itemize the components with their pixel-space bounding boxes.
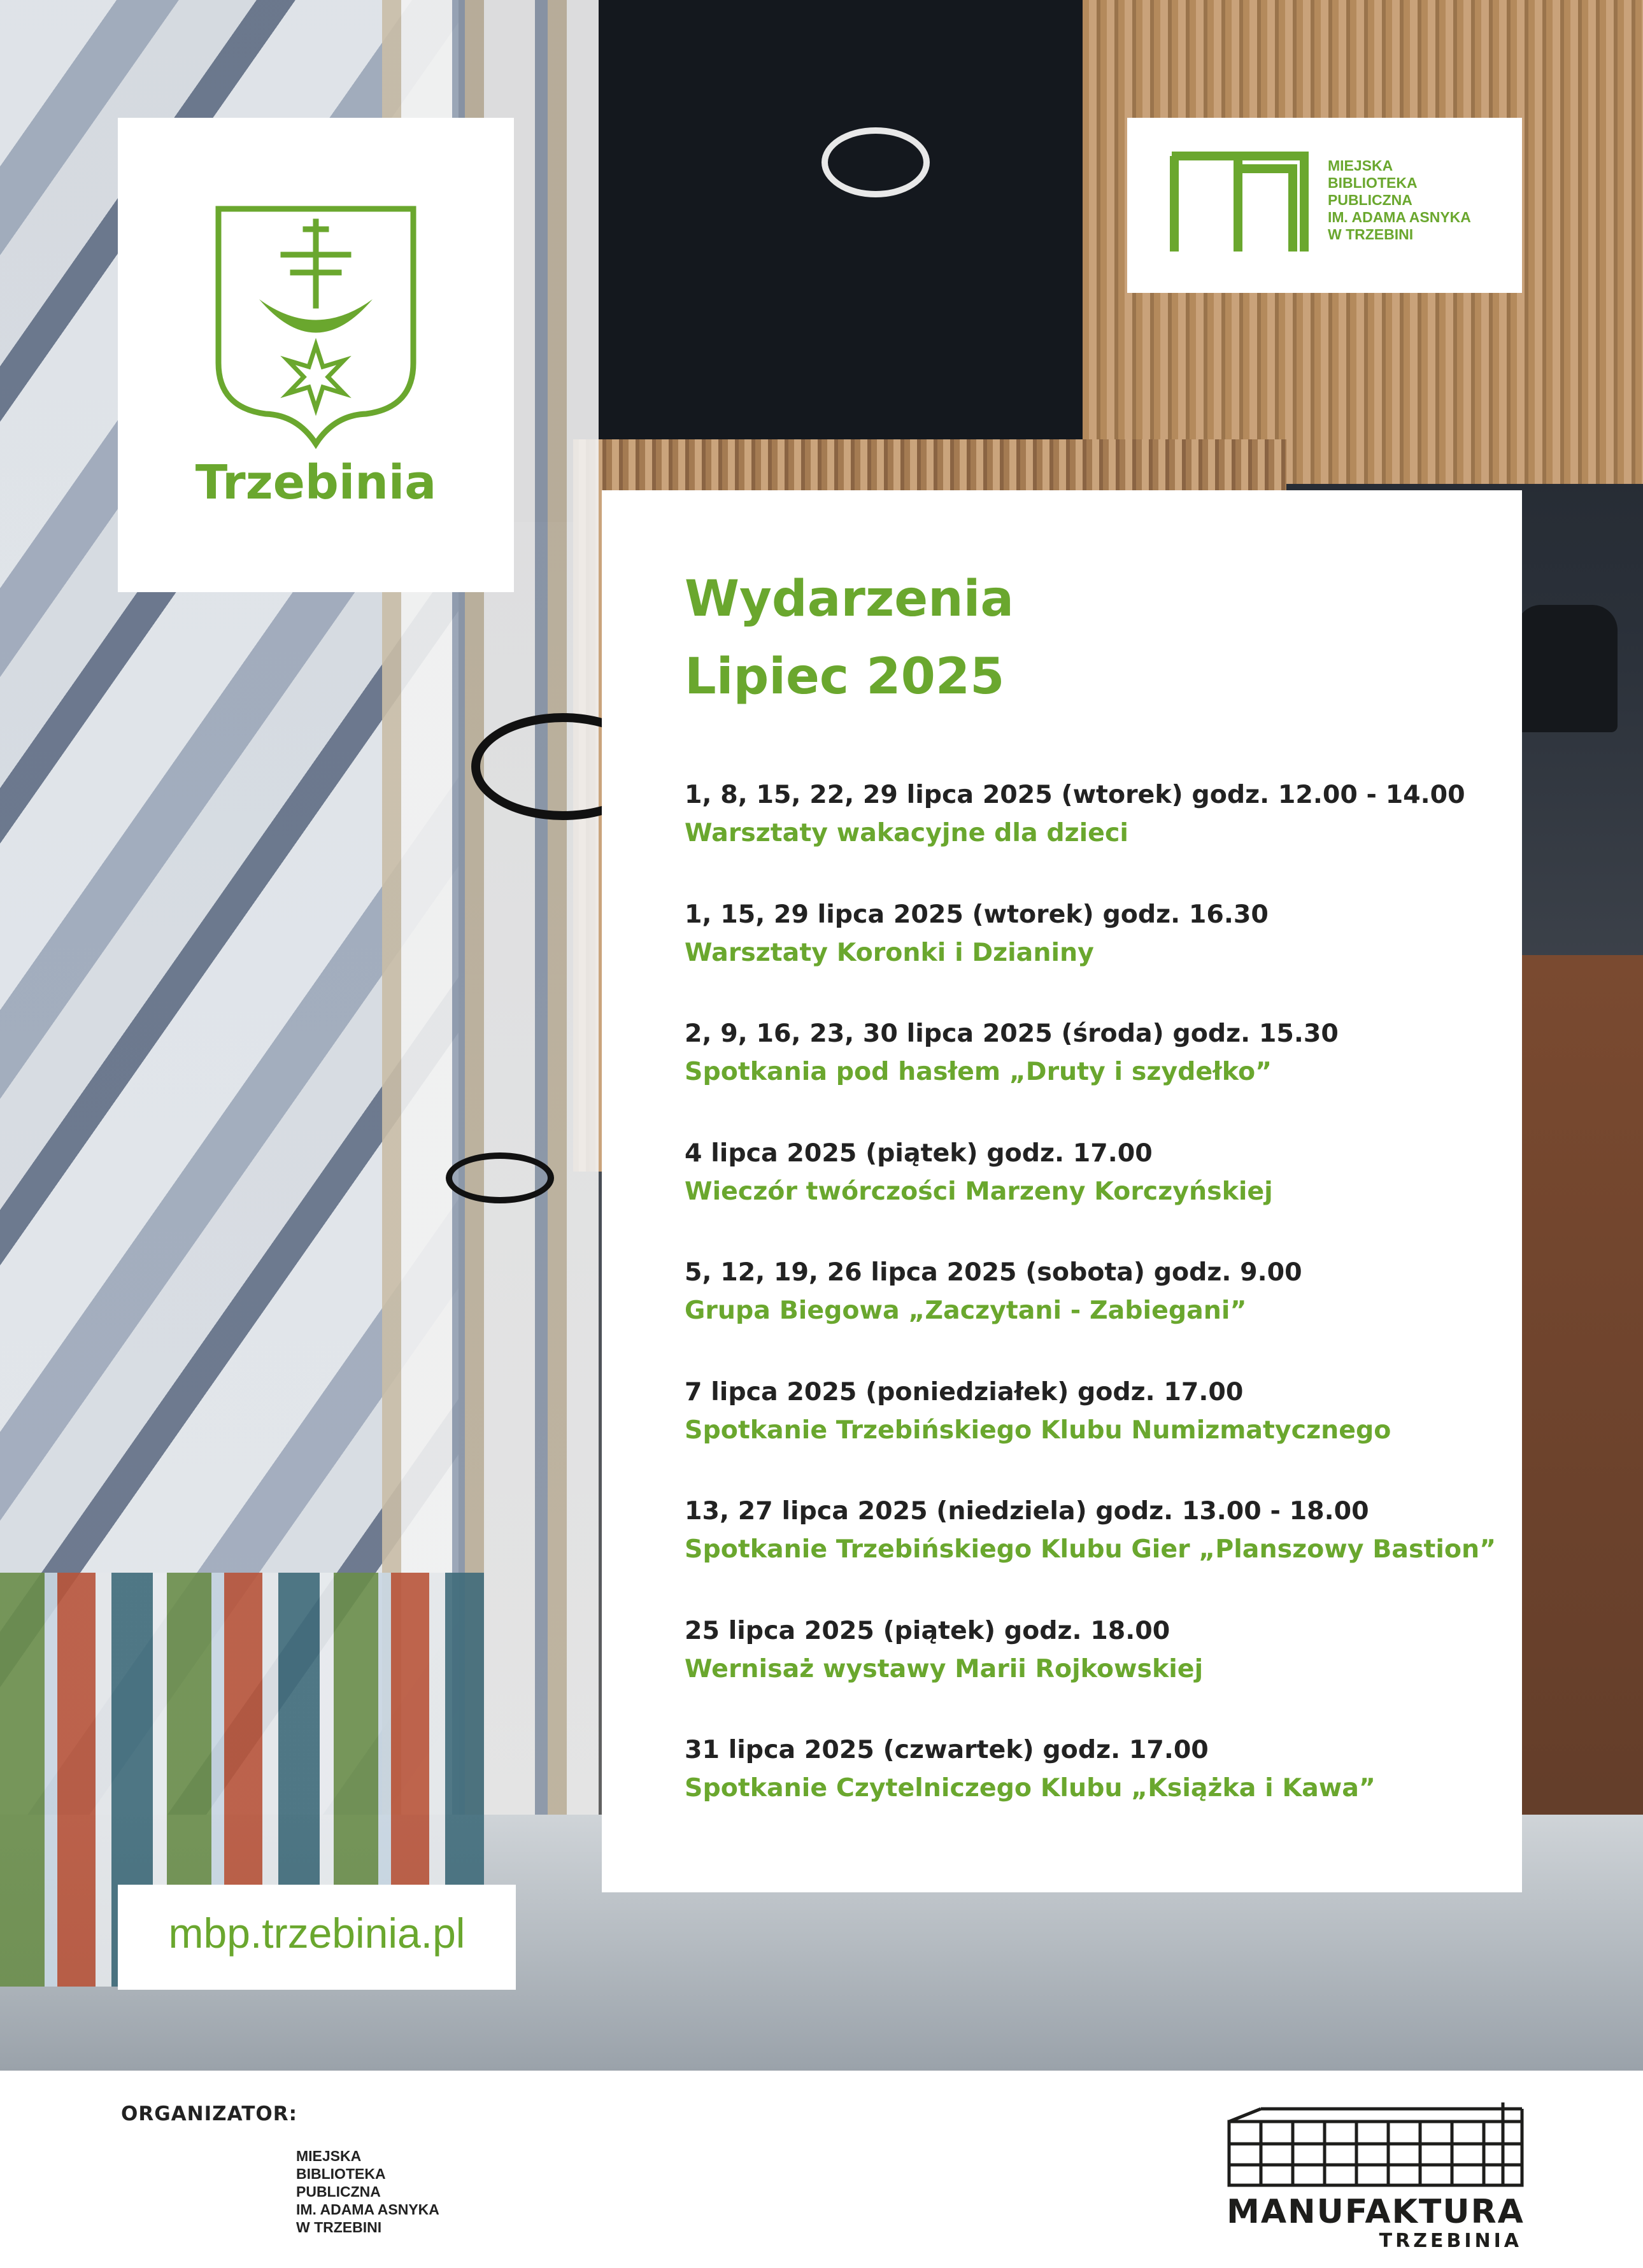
partner-logo [1223,2096,1528,2255]
partner-subtitle: TRZEBINIA [1379,2230,1522,2252]
page-title [685,560,1014,716]
event-item [685,1134,1512,1254]
event-date: 7 lipca 2025 (poniedziałek) godz. 17.00 [685,1377,1244,1407]
city-logo-card [118,118,514,592]
event-date: 1, 15, 29 lipca 2025 (wtorek) godz. 16.30 [685,899,1269,929]
event-name: Warsztaty Koronki i Dzianiny [685,937,1094,967]
city-name: Trzebinia [195,455,437,510]
event-item [685,1731,1512,1850]
event-date: 13, 27 lipca 2025 (niedziela) godz. 13.00 - 18.00 [685,1496,1369,1526]
event-name: Spotkanie Trzebińskiego Klubu Gier „Planszowy Bastion” [685,1534,1497,1564]
event-item [685,1253,1512,1373]
pendant-lamp-ring [822,127,930,197]
manufaktura-building-icon [1223,2096,1528,2192]
trzebinia-coat-of-arms-icon [213,204,418,449]
event-date: 1, 8, 15, 22, 29 lipca 2025 (wtorek) godz. 12.00 - 14.00 [685,780,1465,809]
organizer-name-line: MIEJSKA [296,2148,362,2164]
event-name: Spotkanie Trzebińskiego Klubu Numizmatycznego [685,1415,1391,1445]
organizer-name-line: BIBLIOTEKA [296,2165,386,2182]
library-name [1328,157,1471,243]
website-card [118,1885,516,1990]
event-item [685,895,1512,1015]
organizer-name-line: IM. ADAMA ASNYKA [296,2201,439,2218]
events-card [602,490,1522,1892]
event-item [685,776,1512,895]
pendant-lamp [1516,605,1618,732]
library-m-logo-icon [1165,150,1312,258]
library-logo-card [1127,118,1522,293]
library-name-line: PUBLICZNA [1328,192,1412,208]
event-name: Wieczór twórczości Marzeny Korczyńskiej [685,1176,1273,1206]
event-name: Grupa Biegowa „Zaczytani - Zabiegani” [685,1296,1247,1325]
event-date: 25 lipca 2025 (piątek) godz. 18.00 [685,1615,1170,1645]
organizer-name [296,2147,439,2236]
event-date: 5, 12, 19, 26 lipca 2025 (sobota) godz. 9.00 [685,1258,1302,1287]
organizer-name-line: W TRZEBINI [296,2219,382,2236]
partner-name: MANUFAKTURA [1227,2193,1525,2231]
title-line: Wydarzenia [685,571,1014,628]
library-name-line: IM. ADAMA ASNYKA [1328,209,1471,225]
library-name-line: MIEJSKA [1328,157,1393,174]
events-list [685,776,1512,1850]
organizer-name-line: PUBLICZNA [296,2183,381,2200]
event-name: Warsztaty wakacyjne dla dzieci [685,818,1128,847]
event-name: Spotkania pod hasłem „Druty i szydełko” [685,1057,1272,1086]
library-name-line: W TRZEBINI [1328,226,1414,243]
title-line: Lipiec 2025 [685,648,1005,705]
pendant-lamp-ring [446,1152,554,1203]
event-date: 31 lipca 2025 (czwartek) godz. 17.00 [685,1735,1209,1764]
event-name: Spotkanie Czytelniczego Klubu „Książka i Kawa” [685,1773,1376,1803]
organizer-label: ORGANIZATOR: [121,2102,297,2125]
event-item [685,1373,1512,1492]
footer [0,2071,1643,2268]
event-date: 4 lipca 2025 (piątek) godz. 17.00 [685,1138,1153,1168]
event-date: 2, 9, 16, 23, 30 lipca 2025 (środa) godz. 15.30 [685,1019,1339,1048]
event-name: Wernisaż wystawy Marii Rojkowskiej [685,1654,1204,1683]
library-name-line: BIBLIOTEKA [1328,174,1418,191]
event-item [685,1014,1512,1134]
event-item [685,1492,1512,1612]
event-item [685,1612,1512,1731]
website-link[interactable]: mbp.trzebinia.pl [168,1910,466,1957]
